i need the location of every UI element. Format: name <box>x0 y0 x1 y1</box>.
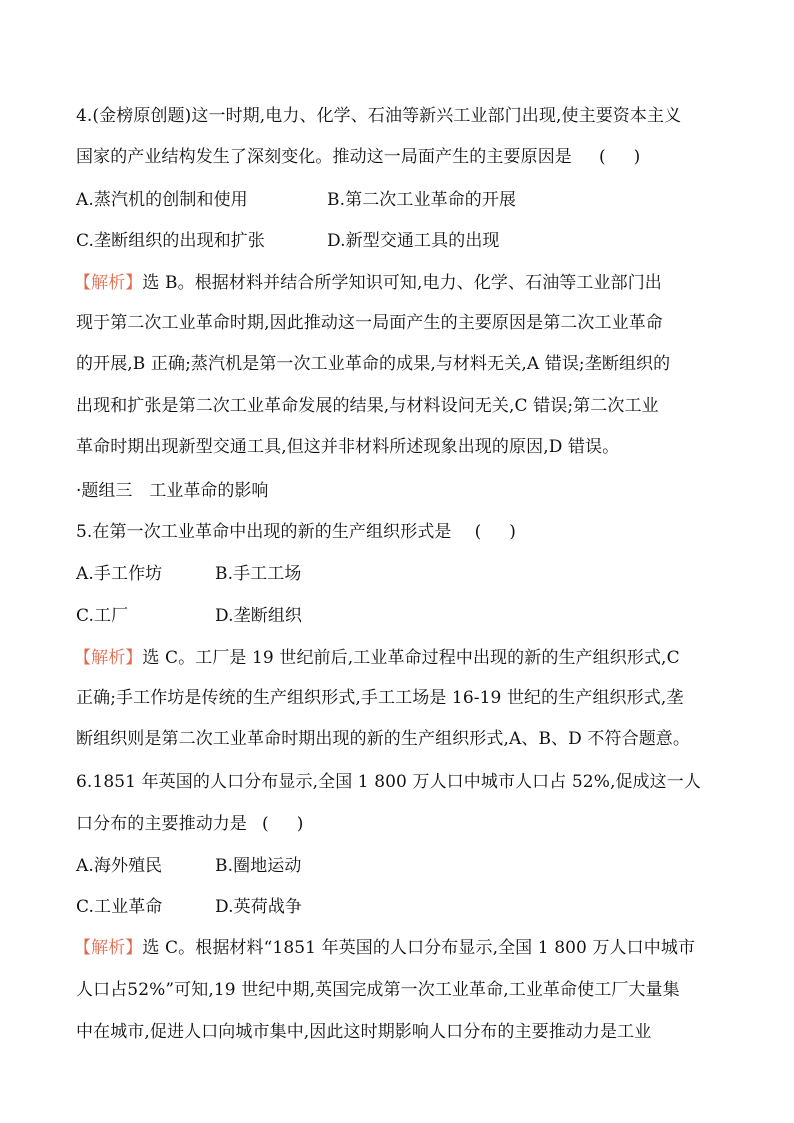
q4-stem-text: 国家的产业结构发生了深刻变化。推动这一局面产生的主要原因是 <box>76 147 572 167</box>
q6-analysis-line3: 中在城市,促进人口向城市集中,因此这时期影响人口分布的主要推动力是工业 <box>76 1022 652 1042</box>
q6-stem-text: 口分布的主要推动力是 <box>76 814 247 834</box>
q6-option-c: C.工业革命 <box>76 897 163 917</box>
q4-option-b: B.第二次工业革命的开展 <box>327 190 517 210</box>
q5-analysis-line2: 正确;手工作坊是传统的生产组织形式,手工工场是 16-19 世纪的生产组织形式,垄 <box>76 688 684 708</box>
q5-options-row1 <box>76 562 302 586</box>
q4-option-a: A.蒸汽机的创制和使用 <box>76 190 248 210</box>
analysis-tag: 【解析】 <box>74 938 143 958</box>
analysis-text: 选 C。根据材料“1851 年英国的人口分布显示,全国 1 800 万人口中城市 <box>142 938 696 958</box>
answer-paren-open: ( <box>598 147 606 167</box>
q5-stem <box>76 520 516 544</box>
q6-stem-line2 <box>76 812 304 836</box>
q4-stem-line1: 4.(金榜原创题)这一时期,电力、化学、石油等新兴工业部门出现,使主要资本主义 <box>76 106 682 126</box>
analysis-text: 选 B。根据材料并结合所学知识可知,电力、化学、石油等工业部门出 <box>142 273 662 293</box>
q4-options-row1 <box>76 188 516 212</box>
q5-stem-text: 5.在第一次工业革命中出现的新的生产组织形式是 <box>76 522 452 542</box>
q4-analysis-line4: 出现和扩张是第二次工业革命发展的结果,与材料设问无关,C 错误;第二次工业 <box>76 396 659 416</box>
q4-option-d: D.新型交通工具的出现 <box>327 231 500 251</box>
q5-analysis-line1 <box>74 646 680 670</box>
answer-paren-close: ) <box>509 522 517 542</box>
q6-option-b: B.圈地运动 <box>215 856 302 876</box>
q4-options-row2 <box>76 229 500 253</box>
q5-option-a: A.手工作坊 <box>76 564 163 584</box>
analysis-text: 选 C。工厂是 19 世纪前后,工业革命过程中出现的新的生产组织形式,C <box>142 648 680 668</box>
q5-analysis-line3: 断组织则是第二次工业革命时期出现的新的生产组织形式,A、B、D 不符合题意。 <box>76 729 691 749</box>
group3-heading: ·题组三 工业革命的影响 <box>76 481 269 501</box>
q6-option-d: D.英荷战争 <box>215 897 303 917</box>
q5-option-b: B.手工工场 <box>215 564 302 584</box>
q4-analysis-line3: 的开展,B 正确;蒸汽机是第一次工业革命的成果,与材料无关,A 错误;垄断组织的 <box>76 354 671 374</box>
answer-paren-open: ( <box>262 814 269 834</box>
q5-option-d: D.垄断组织 <box>215 606 303 626</box>
q5-options-row2 <box>76 604 302 628</box>
q6-analysis-line2: 人口占52%”可知,19 世纪中期,英国完成第一次工业革命,工业革命使工厂大量集 <box>76 980 680 1000</box>
q5-option-c: C.工厂 <box>76 606 129 626</box>
q4-analysis-line1 <box>74 271 662 295</box>
answer-paren-close: ) <box>633 147 641 167</box>
q4-analysis-line5: 革命时期出现新型交通工具,但这并非材料所述现象出现的原因,D 错误。 <box>76 437 620 457</box>
q4-option-c: C.垄断组织的出现和扩张 <box>76 231 266 251</box>
answer-paren-close: ) <box>296 814 304 834</box>
q4-analysis-line2: 现于第二次工业革命时期,因此推动这一局面产生的主要原因是第二次工业革命 <box>76 313 663 333</box>
analysis-tag: 【解析】 <box>74 648 143 668</box>
q6-options-row1 <box>76 854 302 878</box>
q6-option-a: A.海外殖民 <box>76 856 163 876</box>
q6-analysis-line1 <box>74 936 695 960</box>
q4-stem-line2 <box>76 145 640 169</box>
q6-stem-line1: 6.1851 年英国的人口分布显示,全国 1 800 万人口中城市人口占 52%,促成这一人 <box>76 772 701 792</box>
q6-options-row2 <box>76 895 302 919</box>
analysis-tag: 【解析】 <box>74 273 143 293</box>
answer-paren-open: ( <box>474 522 482 542</box>
